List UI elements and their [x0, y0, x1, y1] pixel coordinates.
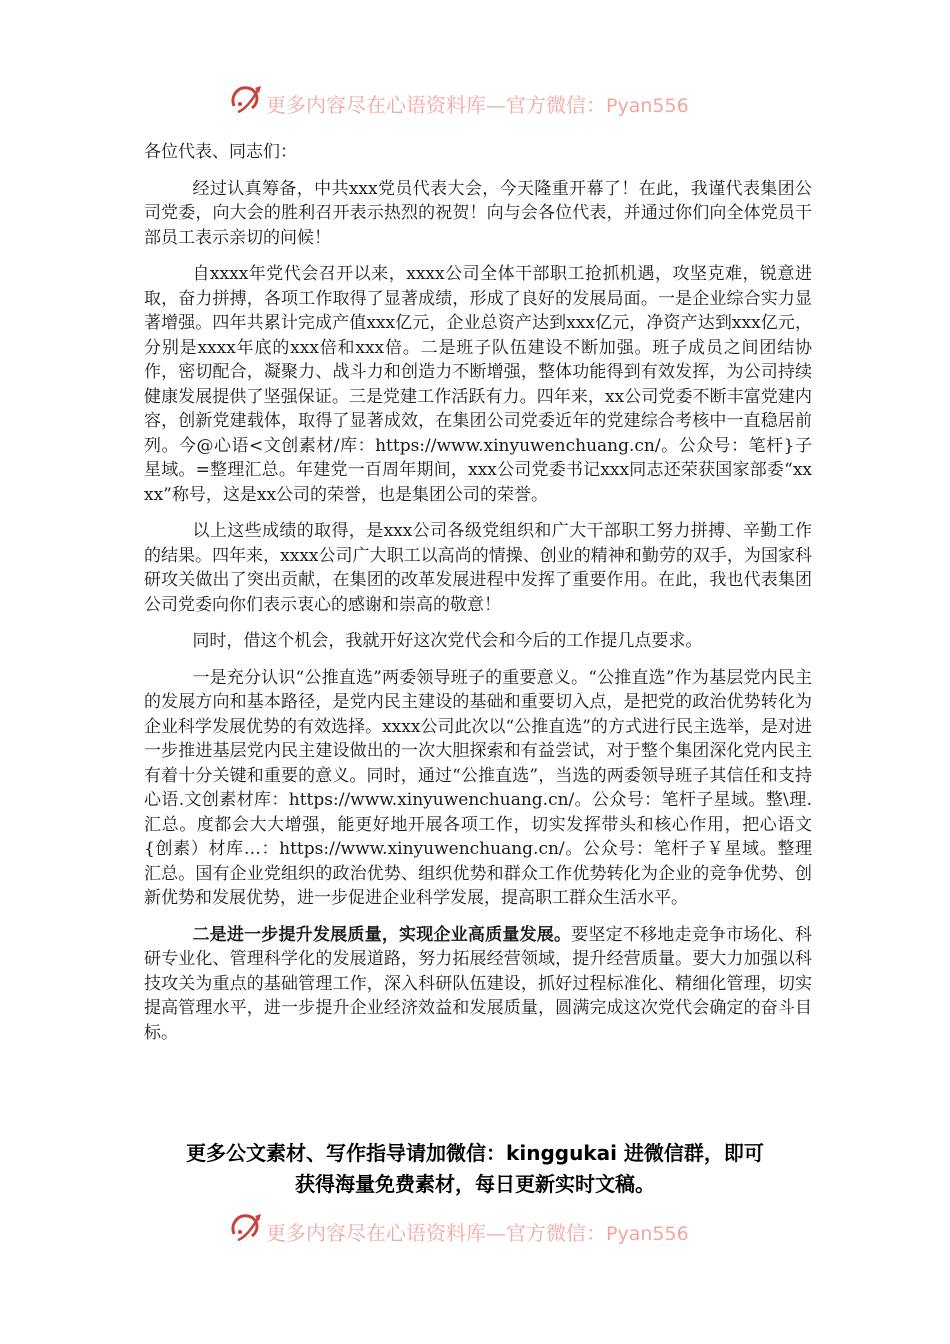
paragraph-5: 一是充分认识“公推直选”两委领导班子的重要意义。“公推直选”作为基层党内民主的发展方向和基本路径，是党内民主建设的基础和重要切入点，是把党的政治优势转化为企业科学发展优势的有效选择。xxxx公司此次以“公推直选”的方式进行民主选举，是对进一步推进基层党内民主建设做出的一次大胆探索和有益尝试，对于整个集团深化党内民主有着十分关键和重要的意义。同时，通过“公推直选”，当选的两委领导班子其信任和支持心语.文创素材库：https://www.xinyuwenchuang.cn/。公众号：笔杆子星域。整\理.汇总。度都会大大增强，能更好地开展各项工作，切实发挥带头和核心作用，把心语文{创素）材库…：https://www.xinyuwenchuang.cn/。公众号：笔杆子￥星域。整理汇总。国有企业党组织的政治优势、组织优势和群众工作优势转化为企业的竞争优势、创新优势和发展优势，进一步促进企业科学发展，提高职工群众生活水平。	[144, 667, 812, 908]
promo-line-1: 更多公文素材、写作指导请加微信：kinggukai 进微信群，即可	[186, 1141, 764, 1165]
brand-text: 更多内容尽在心语资料库—官方微信：	[266, 93, 606, 117]
brand-wechat-id: Pyan556	[606, 1223, 689, 1245]
footer-brand	[228, 1210, 748, 1250]
paragraph-2: 自xxxx年党代会召开以来，xxxx公司全体干部职工抢抓机遇，攻坚克难，锐意进取，奋力拼搏，各项工作取得了显著成绩，形成了良好的发展局面。一是企业综合实力显著增强。四年共累计完成产值xxx亿元，企业总资产达到xxx亿元，净资产达到xxx亿元，分别是xxxx年底的xxx倍和xxx倍。二是班子队伍建设不断加强。班子成员之间团结协作，密切配合，凝聚力、战斗力和创造力不断增强，整体功能得到有效发挥，为公司持续健康发展提供了坚强保证。三是党建工作活跃有力。四年来，xx公司党委不断丰富党建内容，创新党建载体，取得了显著成效，在集团公司党委近年的党建综合考核中一直稳居前列。今@心语<文创素材/库：https://www.xinyuwenchuang.cn/。公众号：笔杆}子星域。=整理汇总。年建党一百周年期间，xxx公司党委书记xxx同志还荣获国家部委“xxxx”称号，这是xx公司的荣誉，也是集团公司的荣誉。	[144, 264, 812, 505]
promo-line-2: 获得海量免费素材，每日更新实时文稿。	[295, 1172, 655, 1196]
header-brand	[228, 82, 748, 122]
paragraph-4: 同时，借这个机会，我就开好这次党代会和今后的工作提几点要求。	[192, 631, 703, 651]
brand-text: 更多内容尽在心语资料库—官方微信：	[266, 1221, 606, 1245]
promo-notice	[130, 1138, 820, 1200]
paragraph-6-text: 要坚定不移地走竞争市场化、科研专业化、管理科学化的发展道路，努力拓展经营领域，提升经营质量。要大力加强以科技攻关为重点的基础管理工作，深入科研队伍建设，抓好过程标准化、精细化管理，切实提高管理水平，进一步提升企业经济效益和发展质量，圆满完成这次党代会确定的奋斗目标。	[144, 924, 813, 1043]
paragraph-3: 以上这些成绩的取得，是xxx公司各级党组织和广大干部职工努力拼搏、辛勤工作的结果。四年来，xxxx公司广大职工以高尚的情操、创业的精神和勤劳的双手，为国家科研攻关做出了突出贡献，在集团的改革发展进程中发挥了重要作用。在此，我也代表集团公司党委向你们表示衷心的感谢和崇高的敬意！	[144, 521, 812, 615]
brand-wechat-id: Pyan556	[606, 95, 689, 117]
salutation: 各位代表、同志们：	[144, 142, 297, 162]
paragraph-6	[144, 923, 812, 1046]
pen-nib-swirl-icon	[228, 1210, 264, 1246]
paragraph-1: 经过认真筹备，中共xxx党员代表大会，今天隆重开幕了！在此，我谨代表集团公司党委，向大会的胜利召开表示热烈的祝贺！向与会各位代表，并通过你们向全体党员干部员工表示亲切的问候！	[144, 178, 812, 248]
document-body	[144, 140, 812, 1057]
pen-nib-swirl-icon	[228, 82, 264, 118]
paragraph-6-heading: 二是进一步提升发展质量，实现企业高质量发展。	[192, 924, 572, 945]
